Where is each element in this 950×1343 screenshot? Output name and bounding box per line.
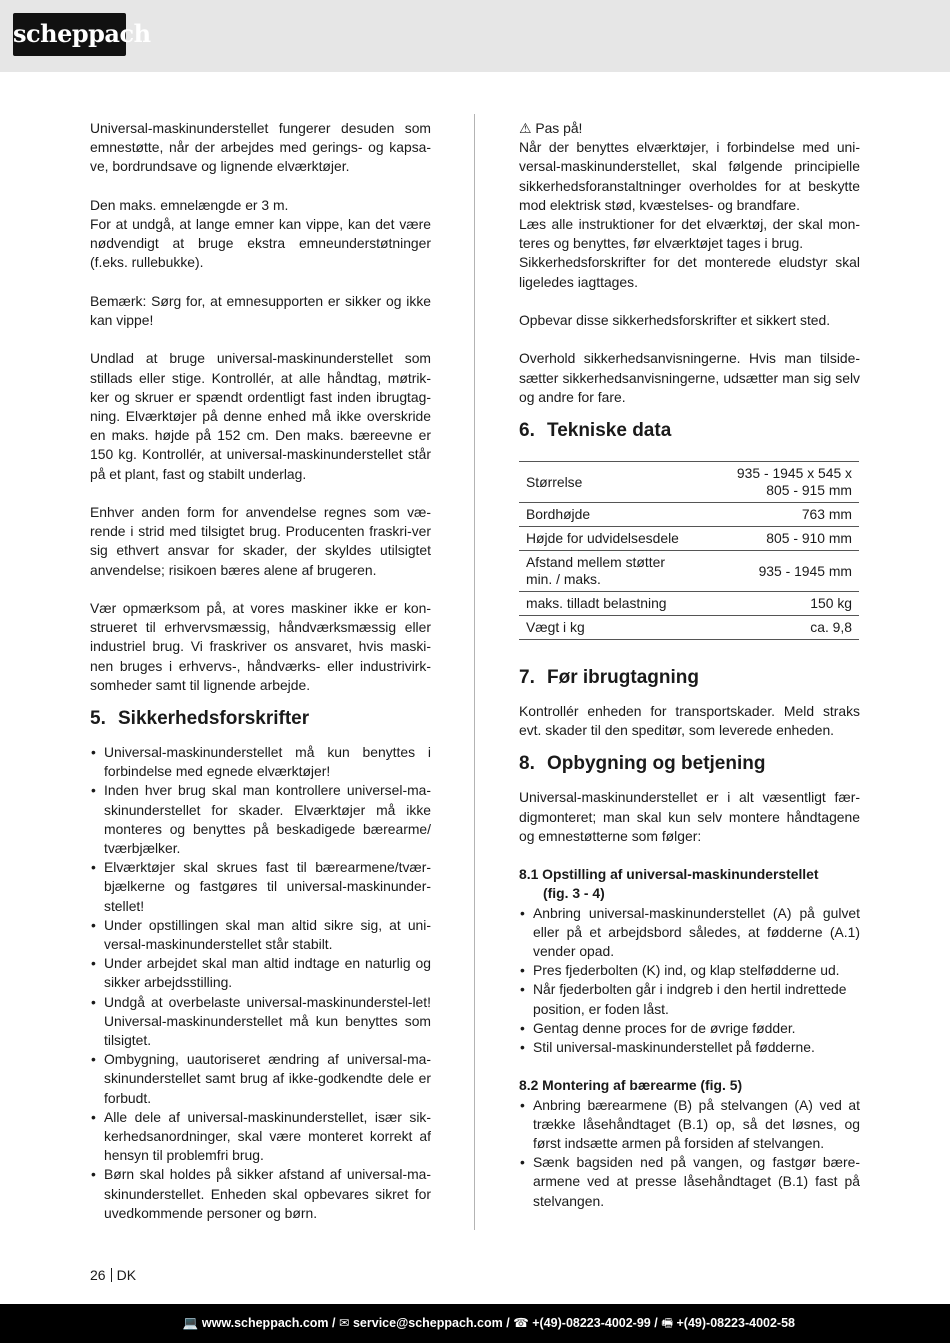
- table-row: [519, 592, 859, 616]
- list-item: • Alle dele af universal-maskinunderstellet, især sik-kerhedsanordninger, skal være monteret korrekt af hensyn til problemfri brug.: [90, 1108, 431, 1166]
- list-item: • Anbring bærearmene (B) på stelvangen (A) ved at trække låsehåndtaget (B.1) op, så det løsnes, og først indsætte armen på forsiden af stelvangen.: [519, 1096, 860, 1154]
- table-row: [519, 462, 859, 503]
- computer-icon: 💻: [182, 1316, 199, 1330]
- spec-value: ca. 9,8: [711, 616, 859, 640]
- read-instructions-paragraph: Læs alle instruktioner for det elværktøj, der skal mon-teres og benyttes, før elværktøjet tages i brug.: [519, 216, 860, 252]
- list-item: • Ombygning, uautoriseret ændring af universal-ma-skinunderstellet samt brug af ikke-godkendte dele er forbudt.: [90, 1050, 431, 1108]
- website-link[interactable]: www.scheppach.com: [201, 1316, 329, 1330]
- equipment-safety-paragraph: Sikkerhedsforskrifter for det monterede eludstyr skal ligeledes iagttages.: [519, 254, 860, 290]
- scheppach-logo: [13, 13, 151, 56]
- support-paragraph: For at undgå, at lange emner kan vippe, kan det være nødvendigt at bruge ekstra emneunderstøtninger (f.eks. rullebukke).: [90, 216, 431, 271]
- observe-instructions-paragraph: Overhold sikkerhedsanvisningerne. Hvis man tilside-sætter sikkerhedsanvisningerne, udsætter man sig selv og andre for fare.: [519, 350, 860, 405]
- misuse-paragraph: Enhver anden form for anvendelse regnes som væ-rende i strid med tilsigtet brug. Producenten fraskri-ver sig ethvert ansvar for skader, der skyldes utilsigtet anvendelse; risikoen bæres alene af brugeren.: [90, 504, 431, 578]
- list-item: • Under arbejdet skal man altid indtage en naturlig og sikker arbejdsstilling.: [90, 954, 431, 992]
- warning-paragraph: Når der benyttes elværktøjer, i forbindelse med uni-versal-maskinunderstellet, skal følgende principielle sikkerhedsforanstaltninger overholdes for at beskytte mod elektrisk stød, kvæstelses- og brandfare.: [519, 139, 860, 213]
- warning-heading: ⚠ Pas på!: [519, 120, 583, 136]
- list-item: • Inden hver brug skal man kontrollere universel-ma-skinunderstellet for skader. Elværktøjer må ikke monteres og benyttes på beskadigede bærearme/ tværbjælker.: [90, 781, 431, 858]
- commercial-use-paragraph: Vær opmærksom på, at vores maskiner ikke er kon-strueret til erhvervsmæssig, håndværksmæssig eller industriel brug. Vi fraskriver os ansvaret, hvis maski-nen bruges i erhvervs-, håndværks- eller industrivirk-somheder samt til lignende arbejde.: [90, 600, 431, 693]
- section-8-heading: 8. Opbygning og betjening: [519, 753, 766, 775]
- keep-instructions-paragraph: Opbevar disse sikkerhedsforskrifter et sikkert sted.: [519, 312, 831, 329]
- max-length-text: Den maks. emnelængde er 3 m.: [90, 196, 289, 213]
- spec-label: Størrelse: [519, 462, 711, 503]
- list-item: • Undgå at overbelaste universal-maskinunderstel-let! Universal-maskinunderstellet må kun benyttes som tilsigtet.: [90, 993, 431, 1051]
- list-item: • Elværktøjer skal skrues fast til bærearmene/tvær-bjælkerne og fastgøres til universal-maskinunder-stellet!: [90, 858, 431, 916]
- arm-mounting-list: [519, 1096, 860, 1211]
- subsection-8-2-heading: 8.2 Montering af bærearme (fig. 5): [519, 1077, 743, 1094]
- spec-label: maks. tilladt belastning: [519, 592, 711, 616]
- warning-triangle-icon: ⚠: [519, 120, 532, 136]
- fax-number: +(49)-08223-4002-58: [676, 1316, 795, 1330]
- footer-bar: 💻 www.scheppach.com / ✉ service@scheppach.com / ☎ +(49)-08223-4002-99 / 🖷 +(49)-08223-4002-58: [0, 1304, 950, 1343]
- spec-value: 763 mm: [711, 503, 859, 527]
- fax-icon: 🖷: [661, 1316, 674, 1330]
- table-row: [519, 551, 859, 592]
- section-7-heading: 7. Før ibrugtagning: [519, 667, 699, 689]
- technical-data-table: [519, 461, 859, 640]
- list-item: • Gentag denne proces for de øvrige fødder.: [519, 1019, 860, 1038]
- safety-list: [90, 743, 431, 1223]
- telephone-icon: ☎: [513, 1316, 529, 1330]
- spec-label: Vægt i kg: [519, 616, 711, 640]
- usage-paragraph: Undlad at bruge universal-maskinunderstellet som stillads eller stige. Kontrollér, at alle håndtag, møtrik-ker og skruer er spændt ordentligt fast inden ibrugtag-ning. Elværktøjer på denne enhed må ikke overskride en maks. højde på 152 cm. Den maks. bæreevne er 150 kg. Kontrollér, at universal-maskinunderstellet står på et plant, fast og stabilt underlag.: [90, 350, 431, 482]
- left-column: [90, 119, 431, 1223]
- spec-value: 935 - 1945 mm: [711, 551, 859, 592]
- spec-value: 935 - 1945 x 545 x 805 - 915 mm: [711, 462, 859, 503]
- right-column: [519, 119, 860, 1211]
- header-bar: [0, 0, 950, 72]
- spec-label: Afstand mellem støtter min. / maks.: [519, 551, 711, 592]
- list-item: • Børn skal holdes på sikker afstand af universal-ma-skinunderstellet. Enheden skal opbevares sikret for uvedkommende personer og børn.: [90, 1165, 431, 1223]
- list-item: • Sænk bagsiden ned på vangen, og fastgør bære-armene ved at presse låsehåndtaget (B.1) fast på stelvangen.: [519, 1153, 860, 1211]
- table-row: [519, 616, 859, 640]
- assembly-intro-paragraph: Universal-maskinunderstellet er i alt væsentligt fær-digmonteret; man skal kun selv montere håndtagene og emnestøtterne som følger:: [519, 789, 860, 844]
- phone-number: +(49)-08223-4002-99: [532, 1316, 651, 1330]
- logo-text: scheppach: [13, 19, 151, 48]
- list-item: • Når fjederbolten går i indgreb i den hertil indrettede position, er foden låst.: [519, 980, 860, 1018]
- transport-check-paragraph: Kontrollér enheden for transportskader. Meld straks evt. skader til den speditør, som leverede enheden.: [519, 703, 860, 739]
- spec-value: 805 - 910 mm: [711, 527, 859, 551]
- section-5-heading: 5. Sikkerhedsforskrifter: [90, 708, 310, 730]
- email-link[interactable]: service@scheppach.com: [352, 1316, 503, 1330]
- subsection-8-1-heading: 8.1 Opstilling af universal-maskinunderstellet (fig. 3 - 4): [519, 866, 819, 902]
- table-row: [519, 527, 859, 551]
- note-paragraph: Bemærk: Sørg for, at emnesupporten er sikker og ikke kan vippe!: [90, 292, 431, 328]
- list-item: • Pres fjederbolten (K) ind, og klap stelfødderne ud.: [519, 961, 860, 980]
- list-item: • Anbring universal-maskinunderstellet (A) på gulvet eller på et arbejdsbord således, at fødderne (A.1) vender opad.: [519, 904, 860, 962]
- list-item: • Universal-maskinunderstellet må kun benyttes i forbindelse med egnede elværktøjer!: [90, 743, 431, 781]
- section-6-heading: 6. Tekniske data: [519, 420, 672, 442]
- page-number: 26 DK: [90, 1267, 137, 1283]
- list-item: • Under opstillingen skal man altid sikre sig, at uni-versal-maskinunderstellet står stabilt.: [90, 916, 431, 954]
- setup-steps-list: [519, 904, 860, 1058]
- spec-label: Bordhøjde: [519, 503, 711, 527]
- intro-paragraph: Universal-maskinunderstellet fungerer desuden som emnestøtte, når der arbejdes med gerings- og kapsa-ve, bordrundsave og lignende elværktøjer.: [90, 120, 431, 175]
- spec-value: 150 kg: [711, 592, 859, 616]
- table-row: [519, 503, 859, 527]
- envelope-icon: ✉: [339, 1316, 350, 1330]
- spec-label: Højde for udvidelsesdele: [519, 527, 711, 551]
- column-divider: [474, 114, 475, 1230]
- list-item: • Stil universal-maskinunderstellet på fødderne.: [519, 1038, 860, 1057]
